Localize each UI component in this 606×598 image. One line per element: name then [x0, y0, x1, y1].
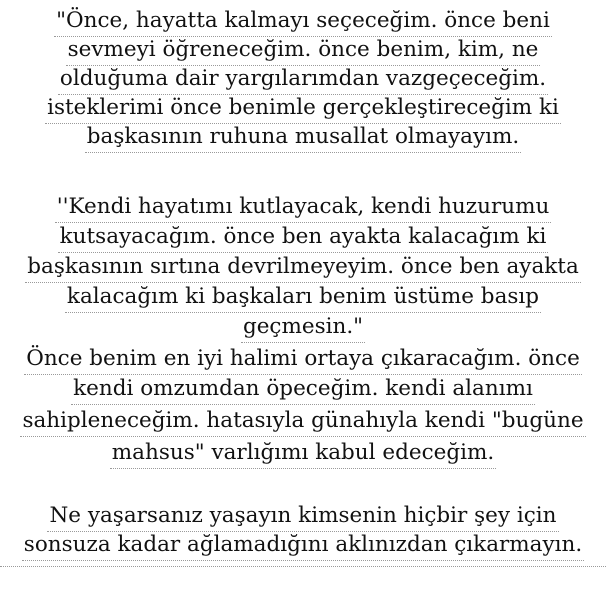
- text-line: [0, 255, 606, 285]
- dotted-rule: [0, 566, 606, 567]
- text-line-content: kalacağım ki başkaları benim üstüme basıp: [65, 285, 541, 313]
- text-line-content: Ne yaşarsanız yaşayın kimsenin hiçbir şey için: [47, 504, 558, 532]
- text-line: [0, 315, 606, 345]
- text-line-content: sonsuza kadar ağlamadığını aklınızdan çıkarmayın.: [22, 533, 584, 561]
- text-line: [0, 377, 606, 407]
- text-line-content: başkasının sırtına devrilmeyeyim. önce ben ayakta: [25, 255, 581, 283]
- text-line: [0, 125, 606, 155]
- text-line-content: Önce benim en iyi halimi ortaya çıkaracağım. önce: [24, 347, 582, 375]
- text-line: [0, 38, 606, 68]
- text-line: [0, 285, 606, 315]
- text-line: [0, 533, 606, 563]
- text-line-content: ''Kendi hayatımı kutlayacak, kendi huzurumu: [55, 195, 552, 223]
- text-line: [0, 195, 606, 225]
- text-line: [0, 409, 606, 439]
- text-line-content: sevmeyi öğreneceğim. önce benim, kim, ne: [66, 38, 541, 66]
- text-line-content: olduğuma dair yargılarımdan vazgeçeceğim.: [58, 67, 548, 95]
- text-line-content: isteklerimi önce benimle gerçekleştireceğim ki: [45, 96, 561, 124]
- text-line-content: "Önce, hayatta kalmayı seçeceğim. önce beni: [54, 9, 552, 37]
- text-line: [0, 96, 606, 126]
- text-line-content: kutsayacağım. önce ben ayakta kalacağım ki: [58, 225, 549, 253]
- text-line-content: geçmesin.": [241, 315, 365, 343]
- text-line: [0, 441, 606, 471]
- text-line: [0, 225, 606, 255]
- text-line: [0, 67, 606, 97]
- text-line-content: başkasının ruhuna musallat olmayayım.: [85, 125, 521, 153]
- text-line-content: sahipleneceğim. hatasıyla günahıyla kendi "bugüne: [20, 409, 585, 437]
- text-line: [0, 504, 606, 534]
- text-line-content: mahsus" varlığımı kabul edeceğim.: [110, 441, 496, 469]
- text-line-content: kendi omzumdan öpeceğim. kendi alanımı: [71, 377, 535, 405]
- text-line: [0, 347, 606, 377]
- text-line: [0, 9, 606, 39]
